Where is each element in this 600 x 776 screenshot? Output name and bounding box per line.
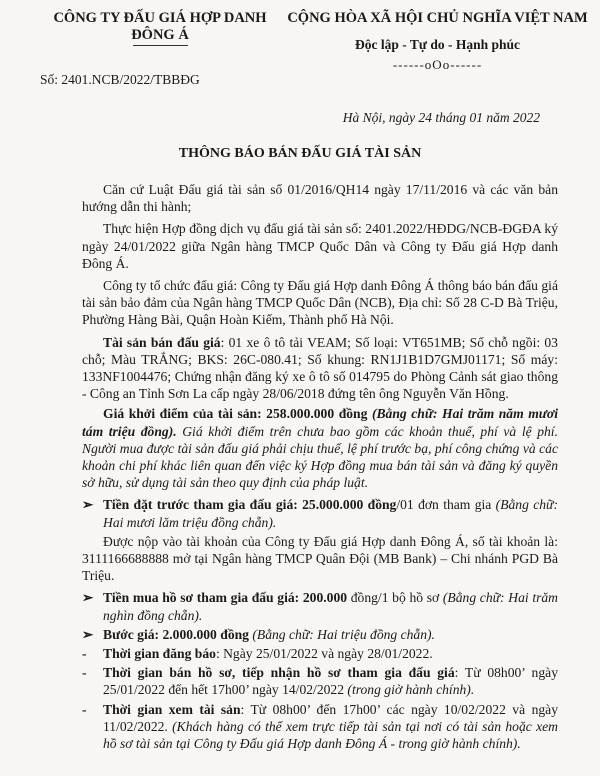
deposit-item [82,496,558,530]
legal-basis-paragraph: Căn cứ Luật Đấu giá tài sản số 01/2016/QH14 ngày 17/11/2016 và các văn bản hướng dẫn thi hành; [82,182,558,215]
dossier-sale-time-item [82,664,558,698]
bid-step-label: Bước giá: 2.000.000 đồng [103,626,249,642]
bid-step-item [82,626,558,643]
dossier-fee-unit: đồng/1 bộ hồ sơ [347,590,440,606]
asset-description: : 01 xe ô tô tải VEAM; Số loại: VT651MB; Số chỗ ngồi: 03 chỗ; Màu TRẮNG; BKS: 26C-080.41; Số khung: RN1J1B1D7GMJ01171; Số máy: 133NF1004476; Chứng nhận đăng ký xe ô tô số 014795 do Phòng Cảnh sát giao thông - Công an Tỉnh Sơn La cấp ngày 28/06/2018 đứng tên ông Nguyễn Văn Hồng. [82,334,558,402]
nation-name: CỘNG HÒA XÃ HỘI CHỦ NGHĨA VIỆT NAM [287,10,588,26]
company-underline [133,45,188,46]
deposit-words: (Bằng chữ: Hai mươi lăm triệu đồng chẵn). [103,497,558,530]
start-price-paragraph [82,405,558,491]
national-motto: Độc lập - Tự do - Hạnh phúc [354,37,521,52]
announcement-time-label: Thời gian đăng báo [103,646,216,662]
company-name-line2: ĐÔNG Á [131,27,189,43]
contract-paragraph: Thực hiện Hợp đồng dịch vụ đấu giá tài sản số: 2401.2022/HĐDG/NCB-ĐGĐA ký ngày 24/01/2022 giữa Ngân hàng TMCP Quốc Dân và Công ty Đấu giá Hợp danh Đông Á. [82,221,558,271]
start-price-label: Giá khởi điểm của tài sản: 258.000.000 đồng [103,406,368,422]
dash-marker: - [82,646,87,662]
dossier-fee-words: (Bằng chữ: Hai trăm nghìn đồng chẵn). [103,590,558,623]
start-price-words: (Bằng chữ: Hai trăm năm mươi tám triệu đồng). [82,406,558,439]
arrow-marker-icon: ➢ [82,590,94,606]
motto-separator: ------oOo------ [392,57,483,72]
arrow-marker-icon: ➢ [82,497,94,513]
viewing-time-note: (Khách hàng có thể xem trực tiếp tài sản tại nơi có tài sản hoặc xem hồ sơ tài sản tại Công ty Đấu giá Hợp danh Đông Á - trong giờ hành chính). [103,718,558,752]
document-date: Hà Nội, ngày 24 tháng 01 năm 2022 [342,110,540,125]
company-name-line1: CÔNG TY ĐẤU GIÁ HỢP DANH [53,10,267,26]
dash-marker: - [82,701,87,717]
asset-label: Tài sản bán đấu giá [103,334,221,350]
deposit-label: Tiền đặt trước tham gia đấu giá: 25.000.000 đồng [103,497,397,513]
announcement-time-item [82,645,558,662]
deposit-unit: /01 đơn tham gia [396,497,492,513]
bank-account-paragraph: Được nộp vào tài khoản của Công ty Đấu giá Hợp danh Đông Á, số tài khoản là: 3111166688888 mở tại Ngân hàng TMCP Quân Đội (MB Bank) – Chi nhánh PGD Bà Triệu. [82,533,558,584]
start-price-note: Giá khởi điểm trên chưa bao gồm các khoản thuế, phí và lệ phí. Người mua được tài sản đấu giá phải chịu thuế, lệ phí trước bạ, phí công chứng và các khoản chi phí khác liên quan đến việc ký Hợp đồng mua bán tài sản và đăng ký quyền sở hữu, sử dụng tài sản theo quy định của pháp luật. [82,423,558,491]
viewing-time-item [82,701,558,753]
arrow-marker-icon: ➢ [82,626,94,642]
document-number: Số: 2401.NCB/2022/TBBĐG [40,72,200,87]
national-header [285,10,590,73]
asset-paragraph [82,334,558,403]
dossier-fee-label: Tiền mua hồ sơ tham gia đấu giá: 200.000 [103,590,348,606]
dossier-fee-item [82,589,558,623]
bid-step-words: (Bằng chữ: Hai triệu đồng chẵn). [248,626,435,642]
dossier-sale-time-text: : Từ 08h00’ ngày 25/01/2022 đến hết 17h00’ ngày 14/02/2022 [103,665,558,698]
viewing-time-label: Thời gian xem tài sản [103,701,241,717]
dash-marker: - [82,665,87,681]
dossier-sale-time-note: (trong giờ hành chính). [344,682,475,698]
dossier-sale-time-label: Thời gian bán hồ sơ, tiếp nhận hồ sơ tham gia đấu giá [103,665,455,681]
document-title: THÔNG BÁO BÁN ĐẤU GIÁ TÀI SẢN [178,146,422,161]
document-body [82,181,558,754]
company-header [40,10,280,46]
organizer-paragraph: Công ty tổ chức đấu giá: Công ty Đấu giá Hợp danh Đông Á thông báo bán đấu giá tài sản bảo đảm của Ngân hàng TMCP Quốc Dân (NCB), Địa chỉ: Số 28 C-D Bà Triệu, Phường Hàng Bài, Quận Hoàn Kiếm, Thành phố Hà Nội. [82,278,558,328]
announcement-time-text: : Ngày 25/01/2022 và ngày 28/01/2022. [215,646,433,662]
viewing-time-text: : Từ 08h00’ đến 17h00’ các ngày 10/02/2022 và ngày 11/02/2022. [103,701,558,734]
